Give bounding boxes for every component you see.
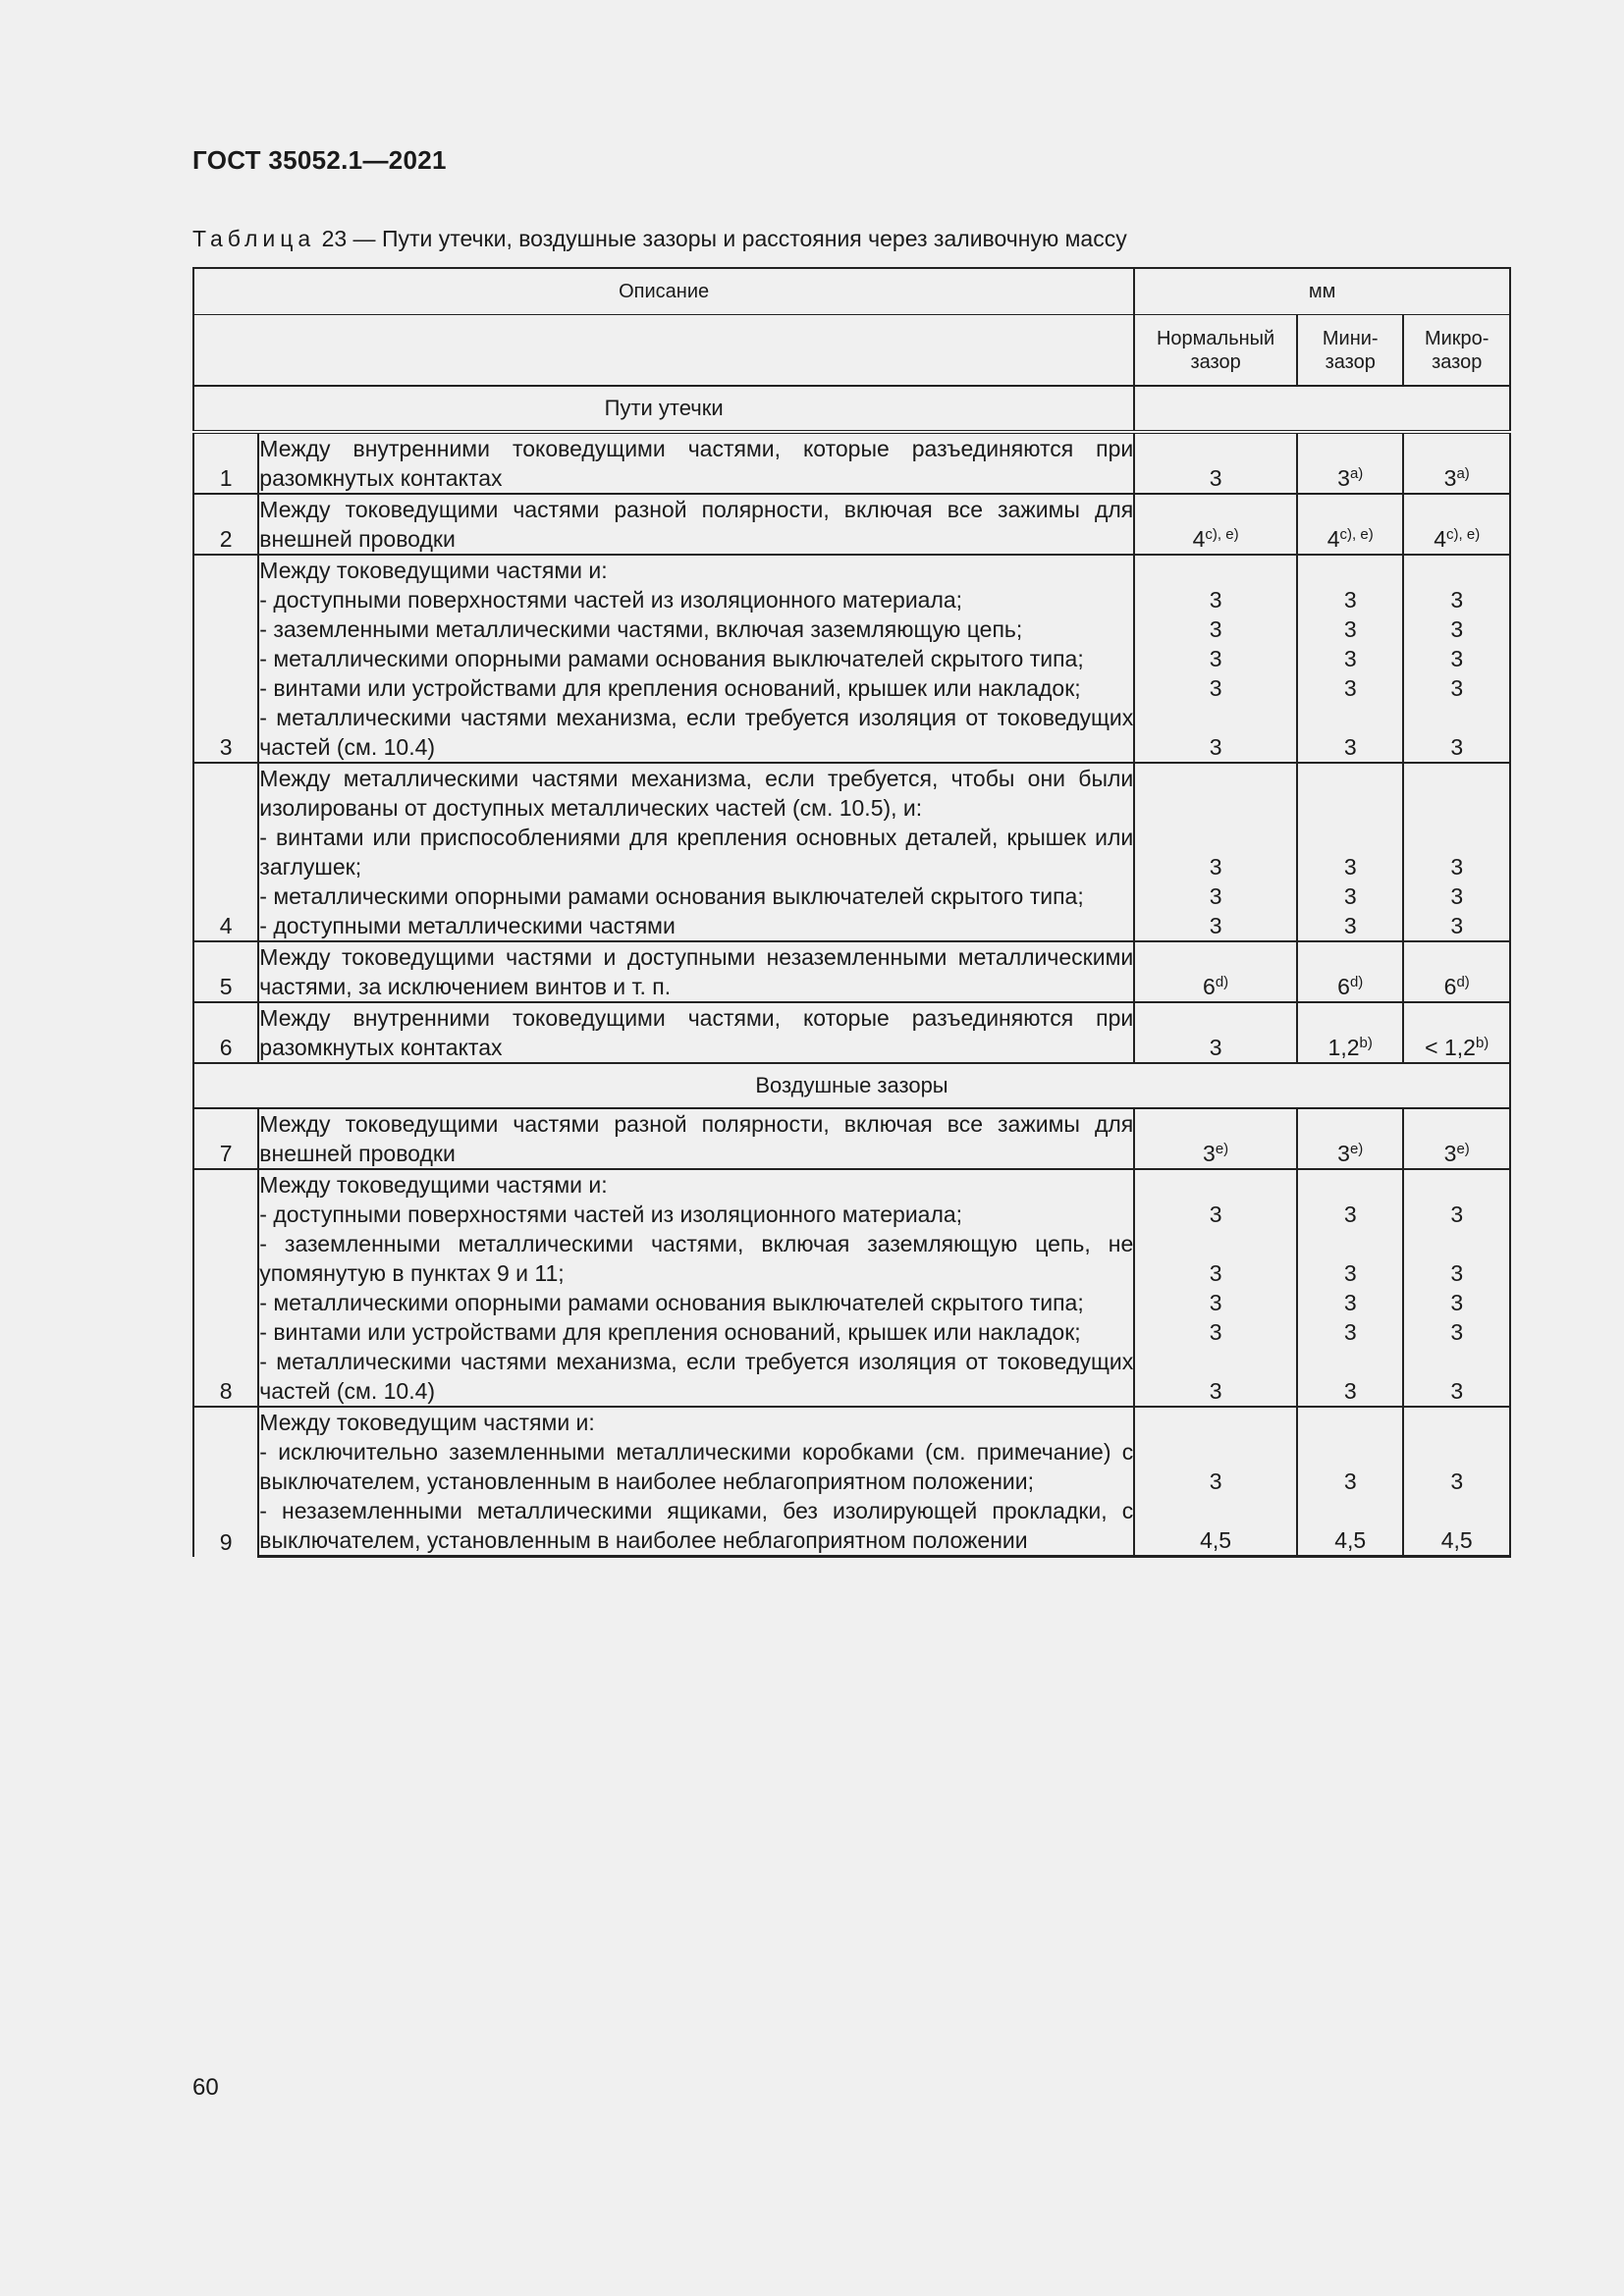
table-caption [192,226,1127,252]
table-subrow [193,881,1510,911]
value-mini: 3 [1297,881,1403,911]
value-mini: 3 [1297,911,1403,941]
row-number: 6 [193,1002,258,1063]
header-blank [193,315,1134,387]
value-micro: 3 [1403,614,1510,644]
row-description: Между внутренними токоведущими частями, которые разъединяются при разомкнутых контактах [258,1002,1134,1063]
header-mini-gap: Мини-зазор [1297,315,1403,387]
value-mini: 3 [1297,1317,1403,1347]
value-normal: 3 [1134,673,1297,703]
subrow-description: - металлическими опорными рамами основания выключателей скрытого типа; [258,1288,1134,1317]
row-description: Между токоведущими частями и доступными незаземленными металлическими частями, за исключением винтов и т. п. [258,941,1134,1002]
value-normal: 3 [1134,823,1297,881]
table-row [193,555,1510,585]
row-description: Между токоведущими частями разной полярности, включая все зажимы для внешней проводки [258,494,1134,555]
value-mini: 3 [1297,703,1403,763]
table-row [193,941,1510,1002]
row-description: Между токоведущим частями и: [258,1407,1134,1437]
value-normal: 3 [1134,1347,1297,1407]
value-mini: 3 [1297,823,1403,881]
row-number: 8 [193,1169,258,1407]
subrow-description: - доступными поверхностями частей из изоляционного материала; [258,585,1134,614]
value-normal: 3 [1134,1002,1297,1063]
table-subrow [193,585,1510,614]
row-number: 5 [193,941,258,1002]
section-creepage: Пути утечки [193,386,1134,432]
subrow-description: - винтами или устройствами для крепления оснований, крышек или накладок; [258,1317,1134,1347]
value-micro: 3 [1403,1437,1510,1496]
table-subrow [193,673,1510,703]
subrow-description: - винтами или устройствами для крепления оснований, крышек или накладок; [258,673,1134,703]
value-micro: 3 [1403,911,1510,941]
table-row [193,763,1510,823]
row-number: 1 [193,432,258,494]
header-normal-gap: Нормальный зазор [1134,315,1297,387]
subrow-description: - винтами или приспособлениями для крепления основных деталей, крышек или заглушек; [259,825,1134,880]
value-mini: 1,2$^{b)}$ [1297,1002,1403,1063]
value-normal: 3 [1134,644,1297,673]
subrow-description: - доступными поверхностями частей из изоляционного материала; [258,1200,1134,1229]
section-blank [1134,386,1510,432]
subrow-description: - металлическими опорными рамами основания выключателей скрытого типа; [258,881,1134,911]
subrow-description: - заземленными металлическими частями, включая заземляющую цепь, не упомянутую в пунктах 9 и 11; [259,1231,1134,1286]
row-number: 7 [193,1108,258,1169]
header-micro-gap: Микро-зазор [1403,315,1510,387]
row-number: 4 [193,763,258,941]
value-normal: 3 [1134,614,1297,644]
value-normal: 3 [1134,881,1297,911]
value-mini: $4^{c), e)}$ [1297,494,1403,555]
row-description: Между металлическими частями механизма, если требуется, чтобы они были изолированы от доступных металлических частей (см. 10.5), и: [258,763,1134,823]
value-normal: 3 [1134,1437,1297,1496]
row-number: 9 [193,1407,258,1557]
header-row-2 [193,315,1510,387]
value-normal: $4^{c), e)}$ [1134,494,1297,555]
value-mini: 3 [1297,644,1403,673]
value-micro: 3 [1403,1317,1510,1347]
value-mini: 6$^{d)}$ [1297,941,1403,1002]
value-micro: 3 [1403,1200,1510,1229]
value-micro: 3 [1403,881,1510,911]
row-description: Между токоведущими частями и: [258,555,1134,585]
subrow-description: - заземленными металлическими частями, включая заземляющую цепь; [258,614,1134,644]
table-subrow [193,1288,1510,1317]
value-normal: 3$^{e)}$ [1134,1108,1297,1169]
table-subrow [193,703,1510,763]
value-mini: 3 [1297,673,1403,703]
document-header: ГОСТ 35052.1—2021 [192,145,447,175]
subrow-description: - доступными металлическими частями [258,911,1134,941]
caption-text: 23 — Пути утечки, воздушные зазоры и расстояния через заливочную массу [315,226,1127,251]
value-mini: 3$^{a)}$ [1297,432,1403,494]
table-subrow [193,1317,1510,1347]
value-mini: 3 [1297,1200,1403,1229]
section-row [193,1063,1510,1108]
value-micro: 3 [1403,1288,1510,1317]
value-normal: 6$^{d)}$ [1134,941,1297,1002]
subrow-description: - металлическими частями механизма, если требуется изоляция от токоведущих частей (см. 10.4) [258,1347,1134,1407]
value-micro: 3 [1403,823,1510,881]
table-subrow [193,614,1510,644]
table-subrow [193,1200,1510,1229]
subrow-description: - незаземленными металлическими ящиками, без изолирующей прокладки, с выключателем, установленным в наиболее неблагоприятном положении [258,1496,1134,1557]
section-clearance: Воздушные зазоры [193,1063,1510,1108]
value-micro: 6$^{d)}$ [1403,941,1510,1002]
value-micro: < $1,2^{b)}$ [1403,1002,1510,1063]
table-row [193,1108,1510,1169]
table-subrow [193,1496,1510,1557]
page-number: 60 [192,2074,219,2101]
header-description: Описание [193,268,1134,315]
value-mini: 3$^{e)}$ [1297,1108,1403,1169]
value-normal: 3 [1134,1200,1297,1229]
row-description: Между внутренними токоведущими частями, которые разъединяются при разомкнутых контактах [258,432,1134,494]
header-units: мм [1134,268,1510,315]
table-row [193,494,1510,555]
value-normal: 3 [1134,911,1297,941]
value-micro: 3 [1403,585,1510,614]
value-normal: 3 [1134,1229,1297,1288]
value-mini: 3 [1297,1437,1403,1496]
value-mini: 4,5 [1297,1496,1403,1557]
row-number: 3 [193,555,258,763]
creepage-clearance-table [192,267,1511,1558]
value-micro: 3 [1403,673,1510,703]
value-mini: 3 [1297,1288,1403,1317]
table-subrow [193,1229,1510,1288]
section-row [193,386,1510,432]
table-row [193,1002,1510,1063]
value-micro: 3 [1403,644,1510,673]
value-normal: 3 [1134,585,1297,614]
value-micro: 4,5 [1403,1496,1510,1557]
value-micro: 3$^{e)}$ [1403,1108,1510,1169]
value-mini: 3 [1297,585,1403,614]
table-subrow [193,911,1510,941]
value-micro: 3 [1403,1347,1510,1407]
table-subrow [193,1347,1510,1407]
row-description: Между токоведущими частями разной полярности, включая все зажимы для внешней проводки [258,1108,1134,1169]
subrow-description: - металлическими частями механизма, если требуется изоляция от токоведущих частей (см. 10.4) [258,703,1134,763]
table-subrow [193,1437,1510,1496]
value-micro: $4^{c), e)}$ [1403,494,1510,555]
value-normal: 4,5 [1134,1496,1297,1557]
caption-prefix: Таблица [192,226,316,251]
value-micro: 3 [1403,1229,1510,1288]
value-micro: 3$^{a)}$ [1403,432,1510,494]
value-micro: 3 [1403,703,1510,763]
subrow-description: - исключительно заземленными металлическими коробками (см. примечание) с выключателем, установленным в наиболее неблагоприятном положении; [259,1439,1134,1494]
subrow-description: - металлическими опорными рамами основания выключателей скрытого типа; [258,644,1134,673]
table-subrow [193,644,1510,673]
table-row [193,1407,1510,1437]
table-row [193,1169,1510,1200]
table-subrow [193,823,1510,881]
header-row-1 [193,268,1510,315]
value-mini: 3 [1297,1347,1403,1407]
row-description: Между токоведущими частями и: [258,1169,1134,1200]
value-normal: 3 [1134,1317,1297,1347]
value-mini: 3 [1297,1229,1403,1288]
value-mini: 3 [1297,614,1403,644]
value-normal: 3 [1134,703,1297,763]
row-number: 2 [193,494,258,555]
value-normal: 3 [1134,1288,1297,1317]
table-row [193,432,1510,494]
value-normal: 3 [1134,432,1297,494]
